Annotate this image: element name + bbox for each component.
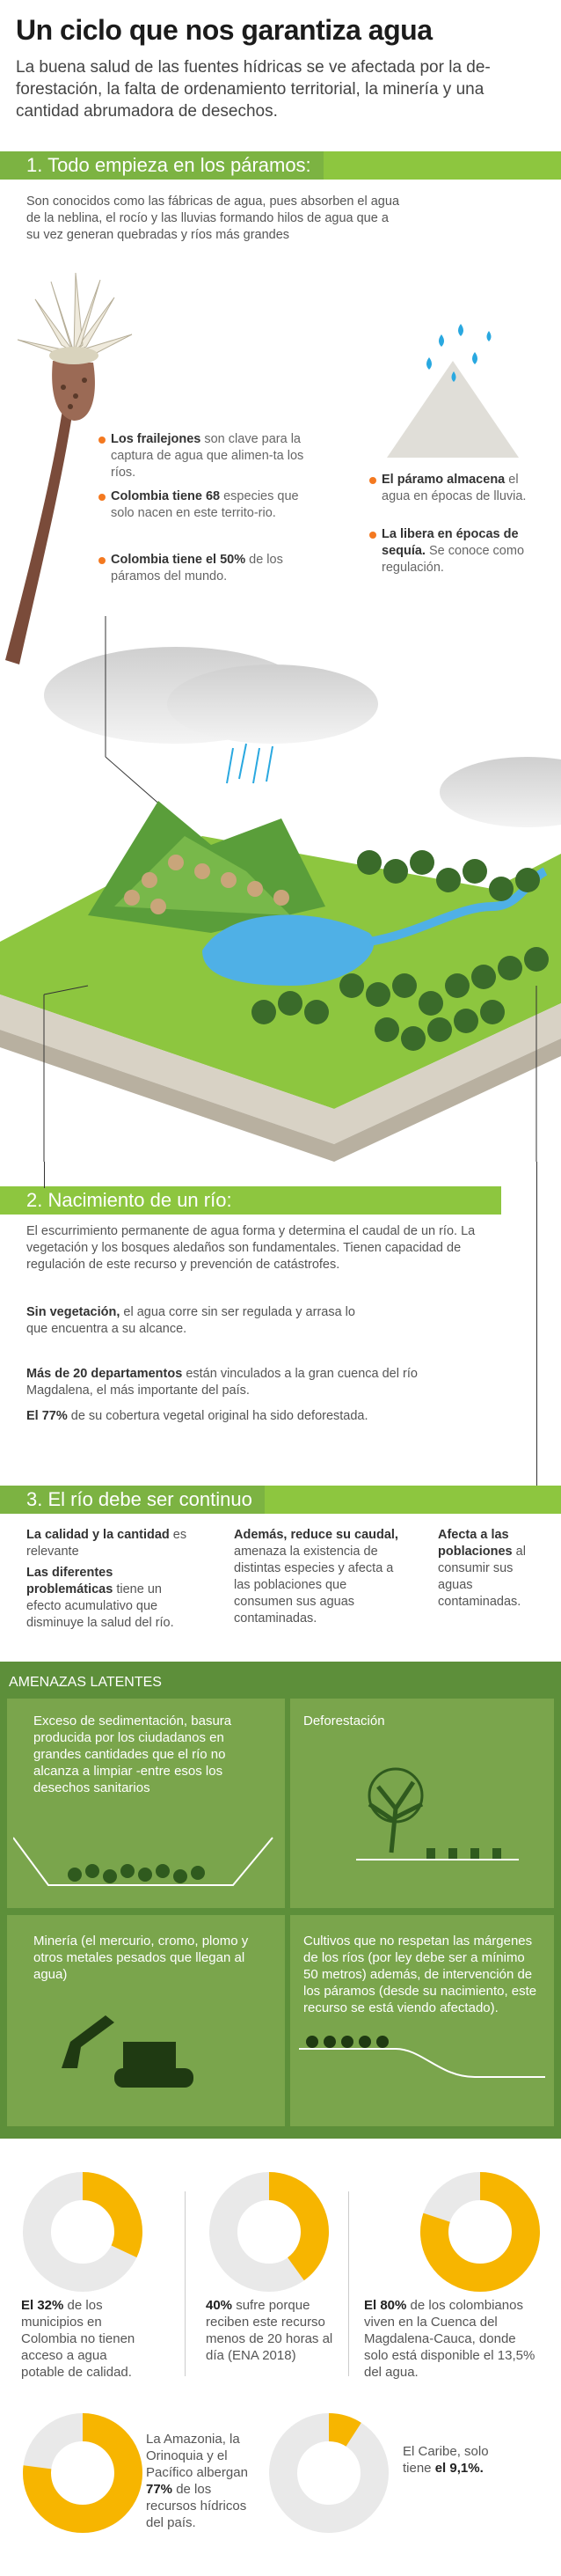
section3-col2: Además, reduce su caudal, amenaza la existencia de distintas especies y afecta a las poblaciones que consumen sus aguas contaminadas.: [234, 1528, 398, 1626]
section3-band: [0, 1486, 561, 1514]
mountain-rain-icon: [387, 317, 519, 458]
donut-chart-77: [21, 2411, 144, 2535]
section2-p3: El 77% de su cobertura vegetal original ha sido deforestada.: [26, 1409, 368, 1423]
bullet-especies: Colombia tiene 68 especies que solo nacen en este territo-rio.: [111, 488, 304, 522]
section3-col1b: Las diferentes problemáticas tiene un efecto acumulativo que disminuye la salud del río.: [26, 1566, 174, 1630]
section3-col3: Afecta a las poblaciones al consumir sus aguas contaminadas.: [438, 1528, 526, 1609]
sediment-river-icon: [13, 1831, 277, 1892]
threats-heading: AMENAZAS LATENTES: [9, 1675, 162, 1690]
page-title: Un ciclo que nos garantiza agua: [16, 14, 433, 46]
threat-text-sedimentation: Exceso de sedimentación, basura producida por los ciudadanos en grandes cantidades que el río no alcanza a limpiar -entre esos los desechos sanitarios: [33, 1714, 232, 1795]
excavator-icon: [53, 2007, 229, 2095]
section2-band: [0, 1186, 561, 1215]
section2-intro: El escurrimiento permanente de agua forma y determina el caudal de un río. La vegetación y los bosques aledaños son fundamentales. Tienen capacidad de regulación de este recurso y prevención de catástrofes.: [26, 1224, 476, 1272]
connector-line-left: [44, 1162, 45, 1188]
crops-river-icon: [299, 2024, 545, 2095]
stat-40: 40% sufre porque reciben este recurso menos de 20 horas al día (ENA 2018): [206, 2298, 333, 2363]
deforestation-tree-icon: [347, 1756, 523, 1888]
section2-p2: Más de 20 departamentos están vinculados a la gran cuenca del río Magdalena, el más importante del país.: [26, 1367, 418, 1398]
donut-chart-9: [267, 2411, 390, 2535]
donut-chart-40: [208, 2170, 331, 2293]
divider: [348, 2191, 349, 2376]
section1-band: [0, 151, 561, 180]
stat-77: La Amazonia, la Orinoquia y el Pacífico albergan 77% de los recursos hídricos del país.: [146, 2432, 248, 2530]
section1-heading: 1. Todo empieza en los páramos:: [0, 151, 324, 180]
donut-chart-80: [419, 2170, 542, 2293]
donut-chart-32: [21, 2170, 144, 2293]
stat-9: El Caribe, solo tiene el 9,1%.: [403, 2444, 489, 2476]
threat-text-deforestation: Deforestación: [303, 1714, 385, 1728]
section1-intro: Son conocidos como las fábricas de agua, pues absorben el agua de la neblina, el rocío y las lluvias formando hilos de agua que a su vez generan quebradas y ríos más grandes: [26, 194, 400, 242]
page-subtitle: La buena salud de las fuentes hídricas se ve afectada por la de-forestación, la falta de ordenamiento territorial, la minería y una cantidad abrumadora de desechos.: [16, 58, 491, 121]
bullet-paramos: Colombia tiene el 50% de los páramos del mundo.: [111, 552, 304, 585]
section2-p1: Sin vegetación, el agua corre sin ser regulada y arrasa lo que encuentra a su alcance.: [26, 1305, 355, 1336]
connector-line-right: [536, 1162, 537, 1487]
bullet-frailejones: Los frailejones son clave para la captura de agua que alimen-ta los ríos.: [111, 431, 304, 481]
bullet-libera: La libera en épocas de sequía. Se conoce como regulación.: [382, 526, 540, 576]
threat-text-crops: Cultivos que no respetan las márgenes de los ríos (por ley debe ser a mínimo 50 metros) además, de intervención de los páramos (desde su nacimiento, este recurso se está viendo afectado).: [303, 1934, 537, 2015]
section3-col1: La calidad y la cantidad es relevante: [26, 1528, 187, 1559]
stat-32: El 32% de los municipios en Colombia no tienen acceso a agua potable de calidad.: [21, 2298, 135, 2380]
section3-heading: 3. El río debe ser continuo: [0, 1486, 265, 1514]
section2-heading: 2. Nacimiento de un río:: [0, 1186, 501, 1215]
watershed-landscape-illustration: [0, 616, 561, 1162]
stat-80: El 80% de los colombianos viven en la Cuenca del Magdalena-Cauca, donde solo está disponible el 13,5% del agua.: [364, 2298, 536, 2380]
threat-text-mining: Minería (el mercurio, cromo, plomo y otros metales pesados que llegan al agua): [33, 1934, 249, 1982]
bullet-almacena: El páramo almacena el agua en épocas de lluvia.: [382, 472, 540, 505]
divider: [185, 2191, 186, 2376]
